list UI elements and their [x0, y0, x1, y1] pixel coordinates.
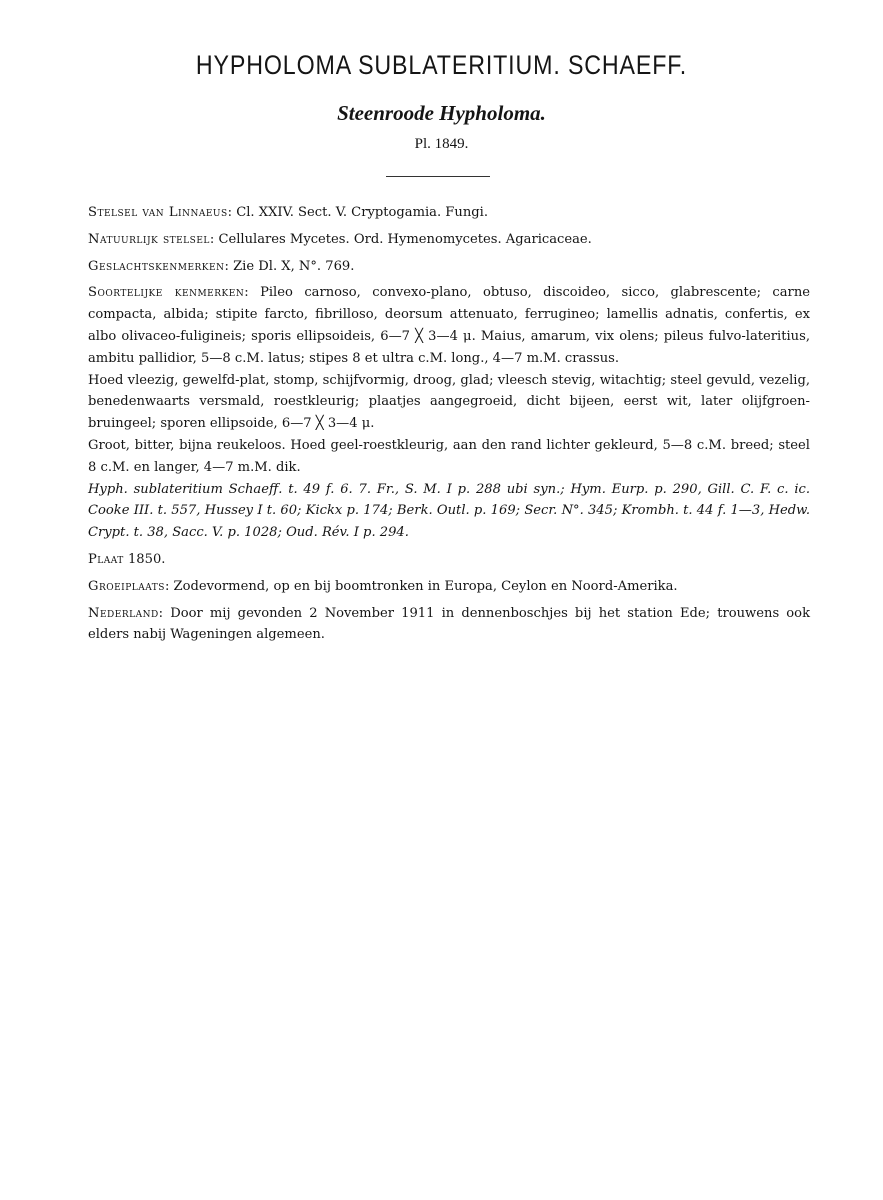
paragraph-genus: Geslachtskenmerken: Zie Dl. X, N°. 769.: [88, 258, 355, 274]
label-genus: Geslachtskenmerken: [88, 258, 225, 274]
text-linnaeus: Cl. XXIV. Sect. V. Cryptogamia. Fungi.: [236, 205, 488, 220]
page-title: HYPHOLOMA SUBLATERITIUM. SCHAEFF.: [195, 50, 688, 80]
paragraph-species: Soortelijke kenmerken: Pileo carnoso, convexo-plano, obtuso, discoideo, sicco, glabrescente; carne compacta, albida; stipite farcto, fibrilloso, deorsum attenuato, ferrugineo; lamellis adnatis, confertis, ex albo olivaceo-fuligineis; sporis ellipsoideis, 6—7 ╳ 3—4 μ. Maius, amarum, vix olens; pileus fulvo-lateritius, ambitu pallidior, 5—8 c.M. latus; stipes 8 et ultra c.M. long., 4—7 m.M. crassus.: [88, 285, 810, 366]
paragraph-plaat: [88, 549, 810, 571]
text-natural-system: Cellulares Mycetes. Ord. Hymenomycetes. Agaricaceae.: [218, 231, 592, 247]
paragraph-references: Hyph. sublateritium Schaeff. t. 49 f. 6. 7. Fr., S. M. I p. 288 ubi syn.; Hym. Eurp. p. 290, Gill. C. F. c. ic. Cooke III. t. 557, Hussey I t. 60; Kickx p. 174; Berk. Outl. p. 169; Secr. N°. 345; Krombh. t. 44 f. 1—3, Hedw. Crypt. t. 38, Sacc. V. p. 1028; Oud. Rév. I p. 294.: [88, 481, 810, 541]
label-netherlands: Nederland: [88, 605, 159, 621]
text-netherlands: Door mij gevonden 2 November 1911 in dennenboschjes bij het station Ede; trouwens ook elders nabij Wageningen algemeen.: [88, 605, 810, 643]
label-habitat: Groeiplaats: [88, 578, 165, 594]
title-divider: [386, 176, 490, 177]
label-linnaeus: Stelsel van Linnaeus: [88, 205, 228, 220]
paragraph-dutch-size: Groot, bitter, bijna reukeloos. Hoed geel-roestkleurig, aan den rand lichter gekleurd, 5—8 c.M. breed; steel 8 c.M. en langer, 4—7 m.M. dik.: [88, 437, 810, 475]
document-body: [88, 202, 810, 646]
label-plaat: Plaat: [88, 551, 124, 567]
page-subtitle: Steenroode Hypholoma.: [337, 101, 546, 125]
label-natural-system: Natuurlijk stelsel: [88, 231, 210, 247]
plate-number: Pl. 1849.: [414, 136, 469, 152]
paragraph-linnaeus: Stelsel van Linnaeus: Cl. XXIV. Sect. V. Cryptogamia. Fungi.: [88, 205, 488, 220]
text-genus: Zie Dl. X, N°. 769.: [233, 258, 355, 274]
paragraph-habitat: Groeiplaats: Zodevormend, op en bij boomtronken in Europa, Ceylon en Noord-Amerika.: [88, 578, 678, 594]
text-plaat: 1850.: [127, 551, 166, 567]
label-species: Soortelijke kenmerken: [88, 285, 245, 301]
paragraph-dutch-description: Hoed vleezig, gewelfd-plat, stomp, schijfvormig, droog, glad; vleesch stevig, witachtig; steel gevuld, vezelig, benedenwaarts versmald, roestkleurig; plaatjes aangegroeid, dicht bijeen, eerst wit, later olijfgroen-bruingeel; sporen ellipsoide, 6—7 ╳ 3—4 μ.: [88, 372, 810, 432]
paragraph-natural-system: Natuurlijk stelsel: Cellulares Mycetes. Ord. Hymenomycetes. Agaricaceae.: [88, 231, 592, 247]
text-habitat: Zodevormend, op en bij boomtronken in Europa, Ceylon en Noord-Amerika.: [173, 578, 678, 594]
text-species: Pileo carnoso, convexo-plano, obtuso, discoideo, sicco, glabrescente; carne compacta, albida; stipite farcto, fibrilloso, deorsum attenuato, ferrugineo; lamellis adnatis, confertis, ex albo olivaceo-fuligineis; sporis ellipsoideis, 6—7 ╳ 3—4 μ. Maius, amarum, vix olens; pileus fulvo-lateritius, ambitu pallidior, 5—8 c.M. latus; stipes 8 et ultra c.M. long., 4—7 m.M. crassus.: [88, 285, 810, 366]
paragraph-netherlands: Nederland: Door mij gevonden 2 November 1911 in dennenboschjes bij het station Ede; trouwens ook elders nabij Wageningen algemeen.: [88, 605, 810, 643]
